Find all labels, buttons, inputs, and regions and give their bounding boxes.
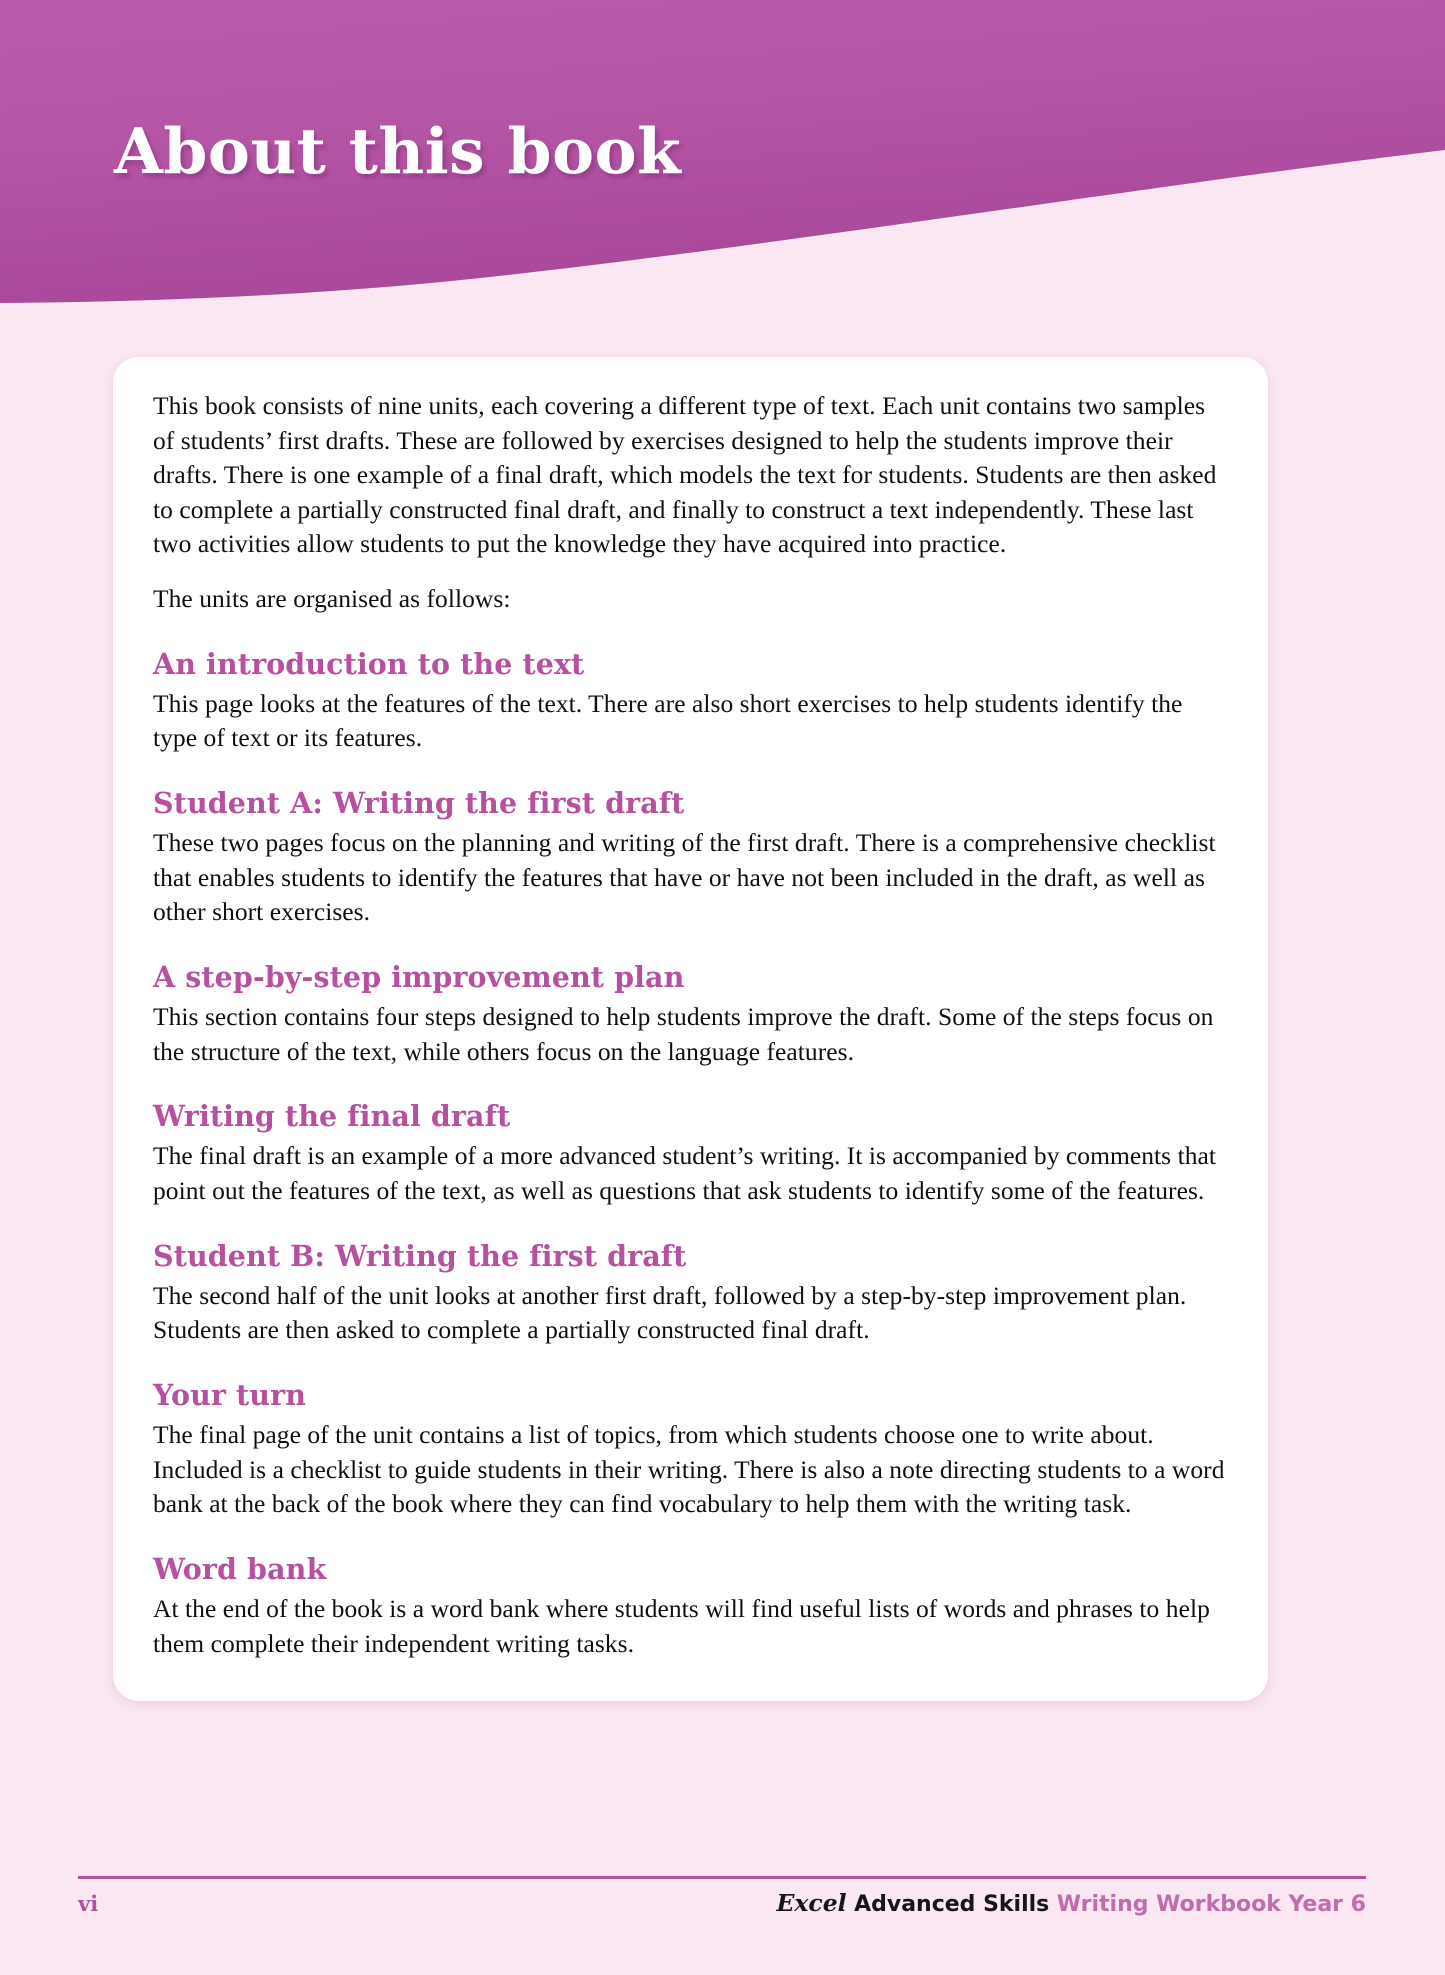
section-body: The second half of the unit looks at another first draft, followed by a step-by-step improvement plan. Students are then asked to complete a partially constructed final draft. bbox=[153, 1280, 1187, 1345]
section-heading: Word bank bbox=[153, 1552, 327, 1586]
section-body: This section contains four steps designed to help students improve the draft. Some of the steps focus on the structure of the text, while others focus on the language features. bbox=[153, 1002, 1214, 1066]
section-writing-the-final-draft bbox=[153, 1099, 1228, 1208]
section-heading: Student A: Writing the first draft bbox=[153, 785, 685, 820]
section-body: The final page of the unit contains a list of topics, from which students choose one to write about. Included is a checklist to guide students in their writing. There is also a note directing students to a word bank at the back of the book where they can find vocabulary to help them with the writing task. bbox=[153, 1420, 1225, 1519]
footer-page-number: vi bbox=[78, 1891, 99, 1916]
footer-space-2 bbox=[1049, 1889, 1056, 1917]
section-heading: An introduction to the text bbox=[153, 646, 585, 681]
intro-paragraph-2: The units are organised as follows: bbox=[153, 583, 511, 613]
footer-row bbox=[78, 1889, 1366, 1917]
footer-series: Advanced Skills bbox=[854, 1892, 1050, 1917]
footer-brand: Excel bbox=[776, 1889, 847, 1917]
page-footer bbox=[78, 1876, 1366, 1917]
section-word-bank bbox=[153, 1552, 1228, 1661]
section-heading: Student B: Writing the first draft bbox=[153, 1238, 687, 1273]
intro-paragraph-1: This book consists of nine units, each covering a different type of text. Each unit contains two samples of students’ first drafts. These are followed by exercises designed to help the students improve their drafts. There is one example of a final draft, which models the text for students. Students are then asked to complete a partially constructed final draft, and finally to construct a text independently. These last two activities allow students to put the knowledge they have acquired into practice. bbox=[153, 391, 1217, 559]
section-student-a-writing-the-first-draft bbox=[153, 786, 1228, 930]
section-body: The final draft is an example of a more advanced student’s writing. It is accompanied by comments that point out the features of the text, as well as questions that ask students to identify some of the features. bbox=[153, 1141, 1217, 1206]
section-an-introduction-to-the-text bbox=[153, 647, 1228, 756]
section-body: These two pages focus on the planning and writing of the first draft. There is a comprehensive checklist that enables students to identify the features that have or have not been included in the draft, as well as other short exercises. bbox=[153, 828, 1216, 927]
content-card bbox=[113, 357, 1268, 1701]
footer-book-title bbox=[776, 1889, 1366, 1917]
section-body: This page looks at the features of the text. There are also short exercises to help students identify the type of text or its features. bbox=[153, 688, 1183, 753]
section-body: At the end of the book is a word bank where students will find useful lists of words and phrases to help them complete their independent writing tasks. bbox=[153, 1594, 1210, 1658]
section-heading: A step-by-step improvement plan bbox=[153, 959, 685, 994]
section-a-step-by-step-improvement-plan bbox=[153, 960, 1228, 1069]
page-title: About this book bbox=[114, 114, 682, 189]
footer-space-1 bbox=[847, 1889, 854, 1917]
footer-divider bbox=[78, 1876, 1366, 1879]
section-heading: Writing the final draft bbox=[153, 1099, 511, 1134]
section-heading: Your turn bbox=[153, 1378, 307, 1413]
section-student-b-writing-the-first-draft bbox=[153, 1239, 1228, 1348]
footer-book-name: Writing Workbook Year 6 bbox=[1056, 1892, 1366, 1917]
section-your-turn bbox=[153, 1378, 1228, 1522]
